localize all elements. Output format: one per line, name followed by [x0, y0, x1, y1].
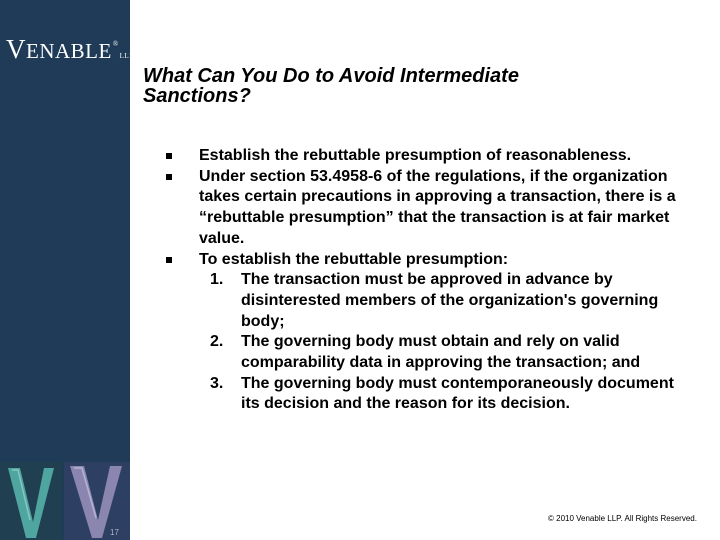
item-number: 3. [210, 374, 224, 392]
numbered-item [166, 374, 686, 415]
item-text: The transaction must be approved in advance by disinterested members of the organization's governing body; [241, 271, 659, 330]
numbered-list [166, 270, 686, 415]
v-brand-mark-icon [0, 462, 62, 540]
square-bullet-icon [166, 174, 172, 180]
numbered-item [166, 270, 686, 332]
bullet-item [166, 167, 686, 250]
item-text: The governing body must obtain and rely on valid comparability data in approving the transaction; and [241, 333, 641, 372]
sidebar [0, 0, 134, 540]
venable-logo: VENABLE®LLP [6, 34, 134, 64]
bullet-item [166, 146, 686, 167]
bullet-text: Under section 53.4958-6 of the regulations, if the organization takes certain precautions in approving a transaction, there is a “rebuttable presumption” that the transaction is at fair market value. [199, 167, 676, 247]
numbered-item [166, 332, 686, 373]
slide-content [166, 146, 686, 415]
copyright-notice: © 2010 Venable LLP. All Rights Reserved. [548, 514, 697, 523]
slide-title [143, 66, 683, 106]
bullet-text: Establish the rebuttable presumption of reasonableness. [199, 147, 632, 164]
item-number: 1. [210, 271, 224, 289]
bullet-text: To establish the rebuttable presumption: [199, 250, 509, 268]
square-bullet-icon [166, 257, 172, 263]
square-bullet-icon [166, 153, 172, 159]
title-line: Sanctions? [143, 85, 251, 107]
title-line: What Can You Do to Avoid Intermediate [143, 65, 519, 87]
v-brand-mark-icon [64, 462, 130, 540]
item-text: The governing body must contemporaneously document its decision and the reason for its decision. [241, 374, 674, 413]
bullet-item [166, 250, 686, 271]
item-number: 2. [210, 333, 224, 351]
page-number: 17 [110, 528, 119, 537]
